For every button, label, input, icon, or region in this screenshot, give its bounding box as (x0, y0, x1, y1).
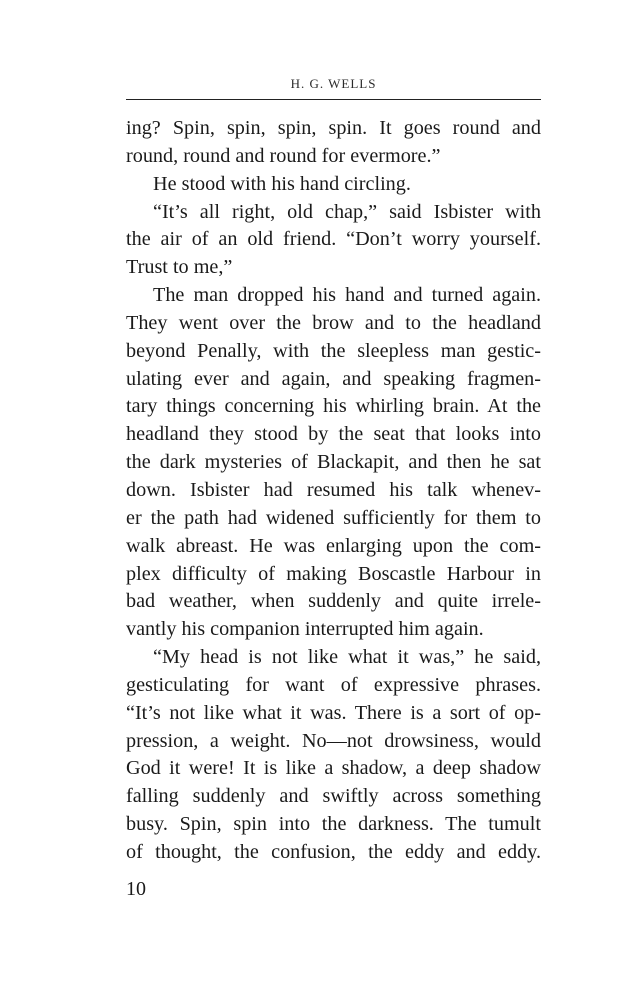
text-line: er the path had widened sufficiently for them to (126, 506, 541, 529)
text-line: round, round and round for evermore.” (126, 144, 441, 167)
text-line: down. Isbister had resumed his talk whenev- (126, 478, 541, 501)
text-line: the air of an old friend. “Don’t worry yourself. (126, 228, 541, 251)
text-line: beyond Penally, with the sleepless man gestic- (126, 339, 541, 362)
text-line: of thought, the confusion, the eddy and eddy. (126, 840, 541, 863)
text-line: falling suddenly and swiftly across something (126, 785, 541, 808)
text-line: ing? Spin, spin, spin, spin. It goes round and (126, 117, 541, 139)
text-line: bad weather, when suddenly and quite irrele- (126, 590, 541, 613)
text-line: the dark mysteries of Blackapit, and then he sat (126, 451, 541, 474)
text-line: ulating ever and again, and speaking fragmen- (126, 367, 541, 390)
text-line: pression, a weight. No—not drowsiness, would (126, 729, 541, 752)
text-line: gesticulating for want of expressive phrases. (126, 673, 541, 696)
text-line: walk abreast. He was enlarging upon the com- (126, 534, 541, 557)
text-line: Trust to me,” (126, 256, 233, 279)
page-number: 10 (126, 878, 146, 900)
text-line: The man dropped his hand and turned again. (153, 284, 541, 307)
text-line: “My head is not like what it was,” he said, (153, 646, 541, 669)
body-text (126, 115, 541, 867)
text-line: tary things concerning his whirling brain. At the (126, 395, 541, 418)
text-line: headland they stood by the seat that looks into (126, 423, 541, 446)
text-line: They went over the brow and to the headland (126, 311, 541, 334)
text-line: God it were! It is like a shadow, a deep shadow (126, 757, 541, 780)
running-head: H. G. WELLS (290, 76, 377, 91)
text-line: busy. Spin, spin into the darkness. The tumult (126, 813, 541, 836)
text-line: plex difficulty of making Boscastle Harbour in (126, 562, 541, 585)
text-line: “It’s not like what it was. There is a sort of op- (126, 701, 541, 724)
text-line: “It’s all right, old chap,” said Isbister with (153, 200, 541, 223)
text-line: He stood with his hand circling. (153, 172, 411, 195)
header-rule (126, 99, 541, 100)
text-line: vantly his companion interrupted him again. (126, 618, 484, 641)
